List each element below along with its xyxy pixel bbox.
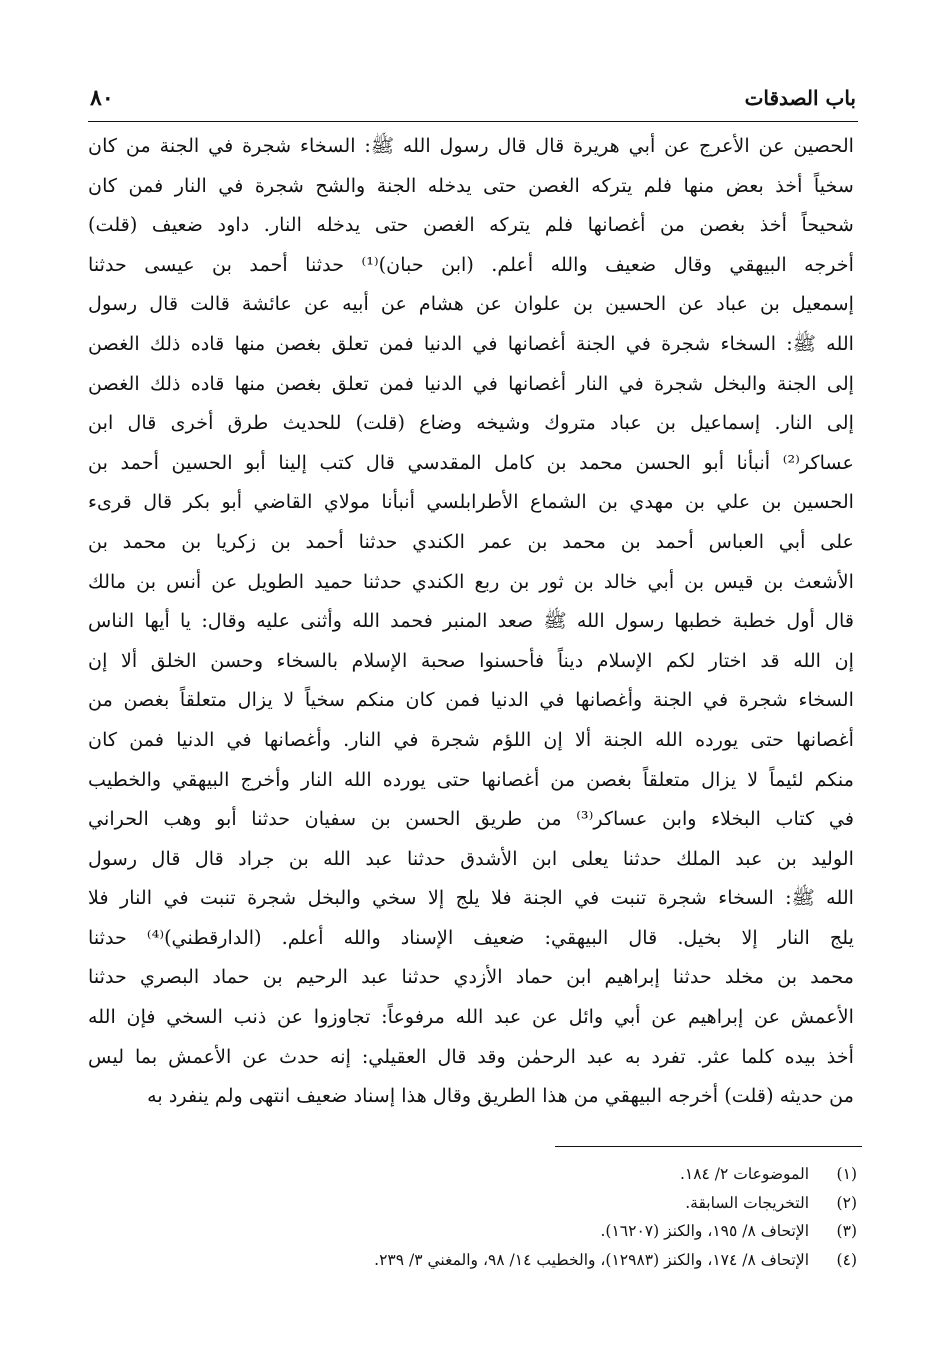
text-line: محمد بن مخلد حدثنا إبراهيم ابن حماد الأزدي حدثنا عبد الرحيم بن حماد البصري حدثنا: [88, 965, 854, 989]
text-line: الوليد بن عبد الملك حدثنا يعلى ابن الأشدق حدثنا عبد الله بن جراد قال قال رسول: [88, 846, 854, 870]
text-line: الأعمش عن إبراهيم عن أبي وائل عن عبد الله مرفوعاً: تجاوزوا عن ذنب السخي فإن الله: [88, 1005, 854, 1029]
text-line: أغصانها حتى يورده الله الجنة ألا إن اللؤم شجرة في النار. وأغصانها في الدنيا فمن كان: [88, 727, 854, 751]
footnote-item: [90, 1189, 857, 1218]
footnotes: [90, 1160, 857, 1274]
running-header: [90, 78, 856, 118]
text-line: السخاء شجرة في الجنة وأغصانها في الدنيا فمن كان منكم سخياً لا يزال متعلقاً بغصن من: [88, 688, 854, 712]
page-number: ٨٠: [90, 85, 114, 111]
text-line: الله ﷺ: السخاء شجرة في الجنة أغصانها في الدنيا فمن تعلق بغصن منها قاده ذلك الغصن: [88, 331, 854, 355]
footnote-text: الإتحاف ٨/ ١٧٤، والكنز (١٢٩٨٣)، والخطيب ١٤/ ٩٨، والمغني ٣/ ٢٣٩.: [374, 1250, 809, 1269]
text-line: إسمعيل بن عباد عن الحسين بن علوان عن هشام عن أبيه عن عائشة قالت قال رسول: [88, 292, 854, 316]
header-divider: [88, 121, 858, 122]
chapter-title: باب الصدقات: [744, 86, 856, 110]
footnote-marker: (٢): [836, 1193, 857, 1212]
text-line: يلج النار إلا بخيل. قال البيهقي: ضعيف الإسناد والله أعلم. (الدارقطني)⁽⁴⁾ حدثنا: [88, 925, 854, 949]
footnote-item: [90, 1160, 857, 1189]
footnote-text: الإتحاف ٨/ ١٩٥، والكنز (١٦٢٠٧).: [600, 1222, 809, 1240]
footnote-item: [90, 1246, 857, 1275]
footnote-item: [90, 1217, 857, 1246]
text-line: الأشعث بن قيس بن أبي خالد بن ثور بن ربع الكندي حدثنا حميد الطويل عن أنس بن مالك: [88, 569, 854, 593]
text-line: إن الله قد اختار لكم الإسلام ديناً فأحسنوا صحبة الإسلام بالسخاء وحسن الخلق ألا إن: [88, 648, 854, 672]
footnote-marker: (٤): [836, 1250, 857, 1269]
footnote-marker: (١): [836, 1165, 857, 1183]
text-line: على أبي العباس أحمد بن محمد بن عمر الكندي حدثنا أحمد بن زكريا بن محمد بن: [88, 529, 854, 553]
text-line: أخذ بيده كلما عثر. تفرد به عبد الرحمٰن وقد قال العقيلي: إنه حدث عن الأعمش بما ليس: [88, 1044, 854, 1068]
text-line: من حديثه (قلت) أخرجه البيهقي من هذا الطريق وقال هذا إسناد ضعيف انتهى ولم ينفرد به: [147, 1084, 854, 1108]
main-text: [88, 126, 854, 1116]
text-line: الله ﷺ: السخاء شجرة تنبت في الجنة فلا يلج إلا سخي والبخل شجرة تنبت في النار فلا: [88, 886, 854, 910]
footnote-text: الموضوعات ٢/ ١٨٤.: [679, 1165, 809, 1183]
text-line: قال أول خطبة خطبها رسول الله ﷺ صعد المنبر فحمد الله وأثنى عليه وقال: يا أيها الناس: [88, 609, 854, 633]
text-line: الحصين عن الأعرج عن أبي هريرة قال قال رسول الله ﷺ: السخاء شجرة في الجنة من كان: [88, 134, 854, 157]
text-line: الحسين بن علي بن مهدي بن الشماع الأطرابلسي أنبأنا مولاي القاضي أبو بكر قال قرىء: [88, 490, 854, 514]
text-line: في كتاب البخلاء وابن عساكر⁽³⁾ من طريق الحسن بن سفيان حدثنا أبو وهب الحراني: [88, 807, 854, 831]
footnote-text: التخريجات السابقة.: [685, 1193, 809, 1212]
text-line: إلى الجنة والبخل شجرة في النار أغصانها في الدنيا فمن تعلق بغصن منها قاده ذلك الغصن: [88, 371, 854, 395]
footnote-marker: (٣): [836, 1222, 857, 1240]
text-line: شحيحاً أخذ بغصن من أغصانها فلم يتركه الغصن حتى يدخله النار. داود ضعيف (قلت): [88, 213, 854, 237]
text-line: إلى النار. إسماعيل بن عباد متروك وشيخه وضاع (قلت) للحديث طرق أخرى قال ابن: [88, 411, 854, 435]
text-line: منكم لئيماً لا يزال متعلقاً بغصن من أغصانها حتى يورده الله النار وأخرج البيهقي والخطيب: [88, 767, 854, 791]
text-line: أخرجه البيهقي وقال ضعيف والله أعلم. (ابن حبان)⁽¹⁾ حدثنا أحمد بن عيسى حدثنا: [88, 252, 854, 276]
text-line: عساكر⁽²⁾ أنبأنا أبو الحسن محمد بن كامل المقدسي قال كتب إلينا أبو الحسين أحمد بن: [88, 450, 854, 474]
footnote-divider: [555, 1146, 862, 1147]
text-line: سخياً أخذ بعض منها فلم يتركه الغصن حتى يدخله الجنة والشح شجرة في النار فمن كان: [88, 173, 854, 197]
